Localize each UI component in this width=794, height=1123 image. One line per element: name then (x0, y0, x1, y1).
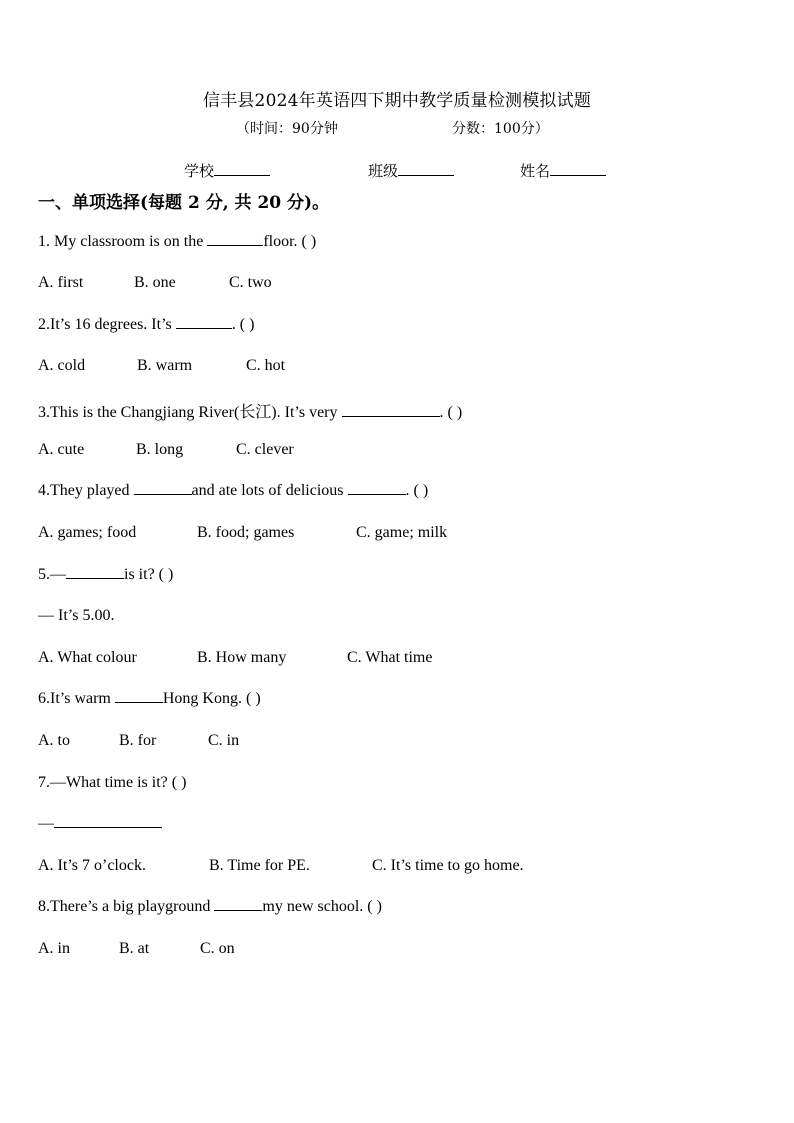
question-7-option-b[interactable]: B. Time for PE. (209, 857, 310, 874)
question-6-option-b[interactable]: B. for (119, 732, 157, 749)
question-1 (38, 233, 316, 251)
question-8-blank[interactable] (214, 898, 262, 911)
question-7-reply (38, 815, 162, 833)
question-5-text-after: is it? ( ) (124, 566, 174, 583)
question-2-text-after: . ( ) (231, 316, 255, 333)
question-7-options (38, 857, 524, 875)
question-4 (38, 482, 428, 500)
question-2-options (38, 357, 285, 375)
question-8-text-before: 8.There’s a big playground (38, 898, 215, 915)
question-4-option-a[interactable]: A. games; food (38, 524, 137, 541)
question-4-text-mid: and ate lots of delicious (191, 482, 348, 499)
question-6-text-before: 6.It’s warm (38, 690, 115, 707)
question-6-option-c[interactable]: C. in (208, 732, 240, 749)
question-1-text-after: floor. ( ) (263, 233, 317, 250)
question-5-option-c[interactable]: C. What time (347, 649, 433, 666)
question-2-option-c[interactable]: C. hot (246, 357, 286, 374)
question-7-option-a[interactable]: A. It’s 7 o’clock. (38, 857, 146, 874)
question-3-blank[interactable] (342, 404, 440, 417)
question-7-blank[interactable] (54, 815, 162, 828)
question-5-reply: — It’s 5.00. (38, 607, 115, 624)
question-3-options (38, 441, 294, 459)
question-4-options (38, 524, 447, 542)
section-heading: 一、单项选择(每题 2 分, 共 20 分)。 (38, 193, 330, 213)
question-3-option-a[interactable]: A. cute (38, 441, 85, 458)
school-field (184, 160, 270, 181)
question-8-text-after: my new school. ( ) (262, 898, 382, 915)
question-4-blank-1[interactable] (134, 482, 192, 495)
question-2-option-a[interactable]: A. cold (38, 357, 86, 374)
question-4-option-c[interactable]: C. game; milk (356, 524, 448, 541)
class-field (368, 160, 454, 181)
question-6-text-after: Hong Kong. ( ) (162, 690, 261, 707)
question-8-option-a[interactable]: A. in (38, 940, 70, 957)
question-4-option-b[interactable]: B. food; games (197, 524, 295, 541)
question-8-option-c[interactable]: C. on (200, 940, 235, 957)
question-5 (38, 566, 173, 584)
question-3-text-after: . ( ) (439, 404, 463, 421)
question-2-blank[interactable] (176, 316, 232, 329)
question-7 (38, 774, 186, 792)
name-field (520, 160, 606, 181)
question-1-options (38, 274, 272, 292)
question-3-text-before: 3.This is the Changjiang River(长江). It’s very (38, 404, 342, 421)
page-title: 信丰县2024年英语四下期中教学质量检测模拟试题 (202, 91, 592, 111)
question-4-text-after: . ( ) (405, 482, 429, 499)
question-3-option-c[interactable]: C. clever (236, 441, 294, 458)
question-7-text: 7.—What time is it? ( ) (38, 774, 187, 791)
question-6-options (38, 732, 239, 750)
question-7-option-c[interactable]: C. It’s time to go home. (372, 857, 524, 874)
class-label: 班级 (368, 162, 399, 180)
question-5-text-before: 5.— (38, 566, 66, 583)
question-7-reply-dash: — (38, 815, 54, 832)
question-6 (38, 690, 261, 708)
question-5-blank[interactable] (66, 566, 124, 579)
question-3-option-b[interactable]: B. long (136, 441, 184, 458)
question-1-option-a[interactable]: A. first (38, 274, 84, 291)
question-5-option-a[interactable]: A. What colour (38, 649, 137, 666)
question-2-option-b[interactable]: B. warm (137, 357, 193, 374)
name-blank[interactable] (550, 163, 606, 176)
question-8-options (38, 940, 235, 958)
question-5-options (38, 649, 432, 667)
school-label: 学校 (184, 162, 215, 180)
name-label: 姓名 (520, 162, 551, 180)
school-blank[interactable] (214, 163, 270, 176)
question-8-option-b[interactable]: B. at (119, 940, 150, 957)
question-1-option-c[interactable]: C. two (229, 274, 272, 291)
question-2 (38, 316, 254, 334)
question-5-option-b[interactable]: B. How many (197, 649, 287, 666)
question-1-option-b[interactable]: B. one (134, 274, 176, 291)
question-1-blank[interactable] (207, 233, 263, 246)
question-2-text-before: 2.It’s 16 degrees. It’s (38, 316, 176, 333)
question-4-text-before: 4.They played (38, 482, 134, 499)
exam-time: （时间：90分钟 (236, 121, 338, 137)
exam-score: 分数：100分） (452, 121, 549, 137)
class-blank[interactable] (398, 163, 454, 176)
question-6-blank[interactable] (115, 690, 163, 703)
question-8 (38, 898, 382, 916)
question-1-text-before: 1. My classroom is on the (38, 233, 208, 250)
question-4-blank-2[interactable] (348, 482, 406, 495)
question-3 (38, 399, 462, 422)
question-6-option-a[interactable]: A. to (38, 732, 70, 749)
